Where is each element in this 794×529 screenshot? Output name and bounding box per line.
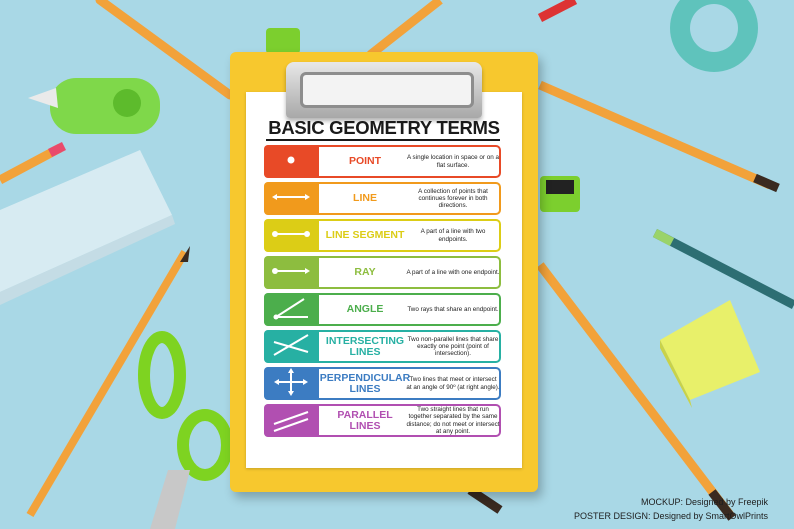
term-row-intersecting-lines [264,330,501,363]
term-definition: Two non-parallel lines that share exactly one point (point of intersection). [407,335,499,358]
perpendicular-lines-icon [264,367,319,397]
ruler [0,150,175,305]
term-definition: Two lines that meet or intersect at an angle of 90º (at right angle). [406,376,500,391]
term-icon-box [264,182,319,215]
title-underline [266,139,500,141]
pencil-top-center [370,0,440,55]
term-definition: A collection of points that continues forever in both directions. [418,187,488,210]
term-row-line [264,182,501,215]
pencil-teal [655,233,794,305]
ray-icon [264,256,319,286]
term-name: PERPENDICULAR LINES [319,371,411,395]
term-definition: Two rays that share an endpoint. [407,305,499,313]
parallel-lines-icon [264,404,319,434]
term-row-angle [264,293,501,326]
term-row-parallel-lines [264,404,501,437]
intersecting-lines-icon [264,330,319,360]
line-segment-icon [264,219,319,249]
angle-icon [264,293,319,323]
sticky-notes [660,300,760,408]
term-definition: A single location in space or on a flat surface. [406,154,500,169]
credit-poster-design: POSTER DESIGN: Designed by SmartOwlPrints [573,511,768,521]
term-row-line-segment [264,219,501,252]
tape-roll [670,0,758,72]
term-icon-box [264,145,319,178]
term-name: POINT [348,155,382,167]
term-icon-box [264,256,319,289]
term-row-point [264,145,501,178]
term-row-perpendicular-lines [264,367,501,400]
pencil-right [540,85,778,188]
term-icon-box [264,293,319,326]
term-name: LINE SEGMENT [325,229,405,241]
term-name: RAY [354,266,376,278]
term-row-ray [264,256,501,289]
point-icon [264,145,319,175]
term-icon-box [264,367,319,400]
pencil-bottom-left [30,246,190,515]
pencil-left-red-tip [0,146,64,180]
correction-tape [28,78,160,134]
term-definition: Two straight lines that run together separated by the same distance; do not meet or intersect at any point. [406,406,500,435]
poster-title: BASIC GEOMETRY TERMS [268,117,500,138]
term-icon-box [264,404,319,437]
pencil-bottom-center [470,490,500,510]
sharpener [540,176,580,212]
term-definition: A part of a line with two endpoints. [420,228,486,243]
pencil-red-top [540,0,575,18]
term-name: PARALLEL LINES [337,408,393,432]
clipboard-clip-handle [300,72,474,108]
term-icon-box [264,330,319,363]
scissors [144,337,227,529]
green-clip [266,28,300,54]
line-icon [264,182,319,212]
term-name: INTERSECTING LINES [325,334,405,358]
term-name: ANGLE [346,303,384,315]
credit-mockup: MOCKUP: Designed by Freepik [640,497,768,507]
term-definition: A part of a line with one endpoint. [406,268,500,276]
term-icon-box [264,219,319,252]
term-name: LINE [353,192,377,204]
